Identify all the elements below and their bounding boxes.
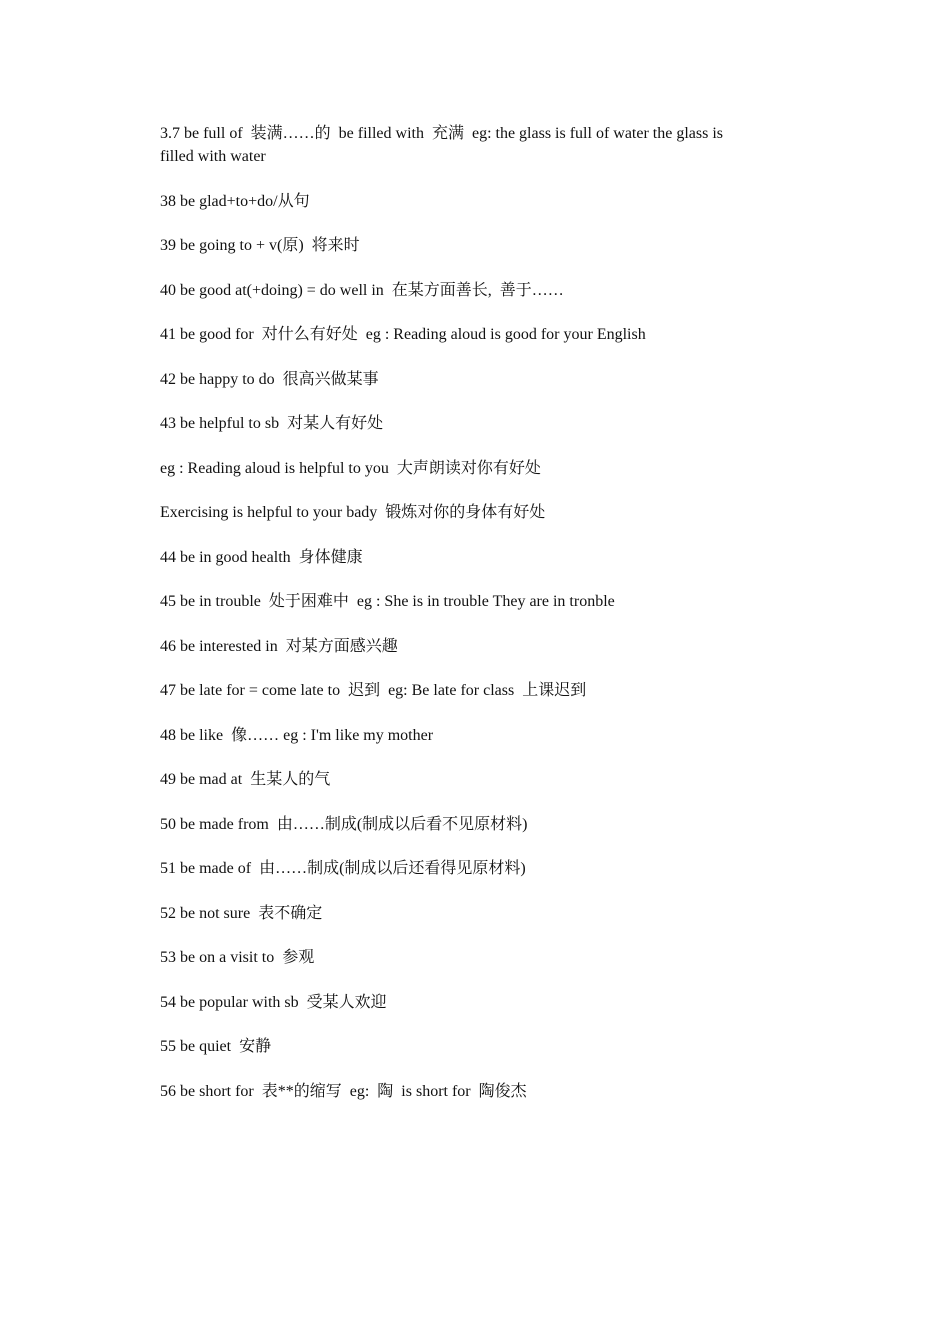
phrase-entry: 54 be popular with sb 受某人欢迎 <box>160 993 387 1011</box>
phrase-entry: 53 be on a visit to 参观 <box>160 949 315 966</box>
phrase-entry: 49 be mad at 生某人的气 <box>160 771 331 788</box>
document-body <box>160 122 770 1124</box>
phrase-entry: 48 be like 像…… eg : I'm like my mother <box>160 726 434 744</box>
phrase-entry: 3.7 be full of 装满……的 be filled with 充满 eg: the glass is full of water the glass is filled with water <box>160 125 728 165</box>
phrase-entry: 52 be not sure 表不确定 <box>160 904 323 922</box>
phrase-entry: 55 be quiet 安静 <box>160 1038 272 1055</box>
phrase-entry: 50 be made from 由……制成(制成以后看不见原材料) <box>160 815 528 833</box>
phrase-entry: 51 be made of 由……制成(制成以后还看得见原材料) <box>160 860 526 877</box>
phrase-entry: 40 be good at(+doing) = do well in 在某方面善长, 善于…… <box>160 281 564 299</box>
phrase-entry: 42 be happy to do 很高兴做某事 <box>160 370 379 388</box>
phrase-entry: 47 be late for = come late to 迟到 eg: Be late for class 上课迟到 <box>160 682 587 699</box>
phrase-entry: 45 be in trouble 处于困难中 eg : She is in trouble They are in tronble <box>160 593 615 610</box>
example-line: Exercising is helpful to your bady 锻炼对你的身体有好处 <box>160 504 546 521</box>
example-line: eg : Reading aloud is helpful to you 大声朗读对你有好处 <box>160 459 541 477</box>
phrase-entry: 43 be helpful to sb 对某人有好处 <box>160 415 384 432</box>
phrase-entry: 44 be in good health 身体健康 <box>160 548 363 566</box>
phrase-entry: 56 be short for 表**的缩写 eg: 陶 is short for 陶俊杰 <box>160 1082 527 1100</box>
phrase-entry: 38 be glad+to+do/从句 <box>160 192 310 210</box>
phrase-entry: 46 be interested in 对某方面感兴趣 <box>160 637 398 655</box>
phrase-entry: 39 be going to + v(原) 将来时 <box>160 237 360 254</box>
phrase-entry: 41 be good for 对什么有好处 eg : Reading aloud is good for your English <box>160 326 646 343</box>
